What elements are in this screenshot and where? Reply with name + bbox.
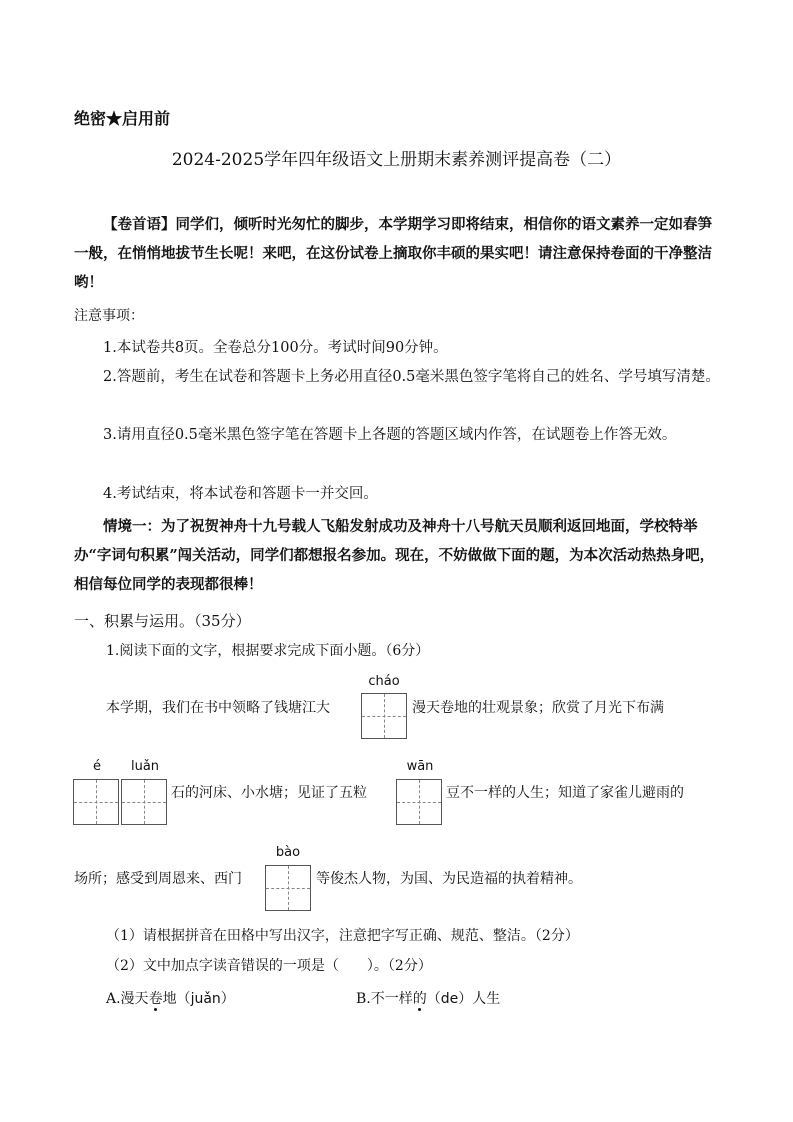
option-b-middle: （ [426,991,441,1007]
passage-line-2b: 豆不一样的人生；知道了家雀儿避雨的 [446,785,684,801]
intro-paragraph: 【卷首语】同学们，倾听时光匆忙的脚步，本学期学习即将结束，相信你的语文素养一定如春笋一般，在悄悄地拔节生长呢！来吧，在这份试卷上摘取你丰硕的果实吧！请注意保持卷面的干净整洁哟！ [74,216,712,291]
note-item-4: 4.考试结束，将本试卷和答题卡一并交回。 [103,486,378,502]
passage-line-3b: 等俊杰人物，为国、为民造福的执着精神。 [316,871,582,887]
option-a-prefix: A.漫天 [106,991,149,1007]
question-1: 1.阅读下面的文字，根据要求完成下面小题。（6分） [106,643,430,659]
answer-box-wan[interactable] [396,779,442,825]
note-item-3: 3.请用直径0.5毫米黑色签字笔在答题卡上各题的答题区域内作答，在试题卷上作答无效。 [103,427,677,443]
option-a-end: ） [220,991,235,1007]
option-a[interactable] [106,988,235,1008]
answer-box-luan[interactable] [121,779,167,825]
sub-question-2: （2）文中加点字读音错误的一项是（ ）。（2分） [106,958,432,974]
secret-label: 绝密★启用前 [74,109,171,128]
option-b-pinyin: de [440,991,459,1007]
pinyin-luan: luǎn [130,759,160,774]
option-b-dotted-char: 的 [412,991,427,1007]
pinyin-bao: bào [275,845,301,860]
scenario-paragraph: 情境一：为了祝贺神舟十九号载人飞船发射成功及神舟十八号航天员顺利返回地面，学校特举办“字词句积累”闯关活动，同学们都想报名参加。现在，不妨做做下面的题，为本次活动热热身吧，相信每位同学的表现都很棒！ [74,518,715,593]
answer-box-chao[interactable] [361,693,407,739]
option-b-end: ）人生 [458,991,501,1007]
option-b-prefix: B.不一样 [356,991,413,1007]
passage-line-2a: 石的河床、小水塘；见证了五粒 [171,785,367,801]
answer-box-bao[interactable] [265,865,311,911]
section-1-title: 一、积累与运用。（35分） [74,612,251,630]
option-b[interactable] [356,988,500,1008]
sub-question-1: （1）请根据拼音在田格中写出汉字，注意把字写正确、规范、整洁。（2分） [106,928,579,944]
option-a-pinyin: juǎn [190,991,221,1007]
option-a-middle: 地（ [162,991,191,1007]
pinyin-e: é [93,759,101,774]
note-item-1: 1.本试卷共8页。全卷总分100分。考试时间90分钟。 [103,340,448,356]
pinyin-wan: wān [406,759,434,774]
option-a-dotted-char: 卷 [148,991,163,1007]
notes-heading: 注意事项： [74,308,144,324]
passage-line-1a: 本学期，我们在书中领略了钱塘江大 [106,700,330,716]
pinyin-chao: cháo [368,674,400,689]
note-item-2: 2.答题前，考生在试卷和答题卡上务必用直径0.5毫米黑色签字笔将自己的姓名、学号填写清楚。 [103,369,720,385]
passage-line-1b: 漫天卷地的壮观景象；欣赏了月光下布满 [412,700,664,716]
passage-line-3a: 场所；感受到周恩来、西门 [74,871,242,887]
page-title: 2024-2025学年四年级语文上册期末素养测评提高卷（二） [171,150,622,170]
answer-box-e[interactable] [73,779,119,825]
